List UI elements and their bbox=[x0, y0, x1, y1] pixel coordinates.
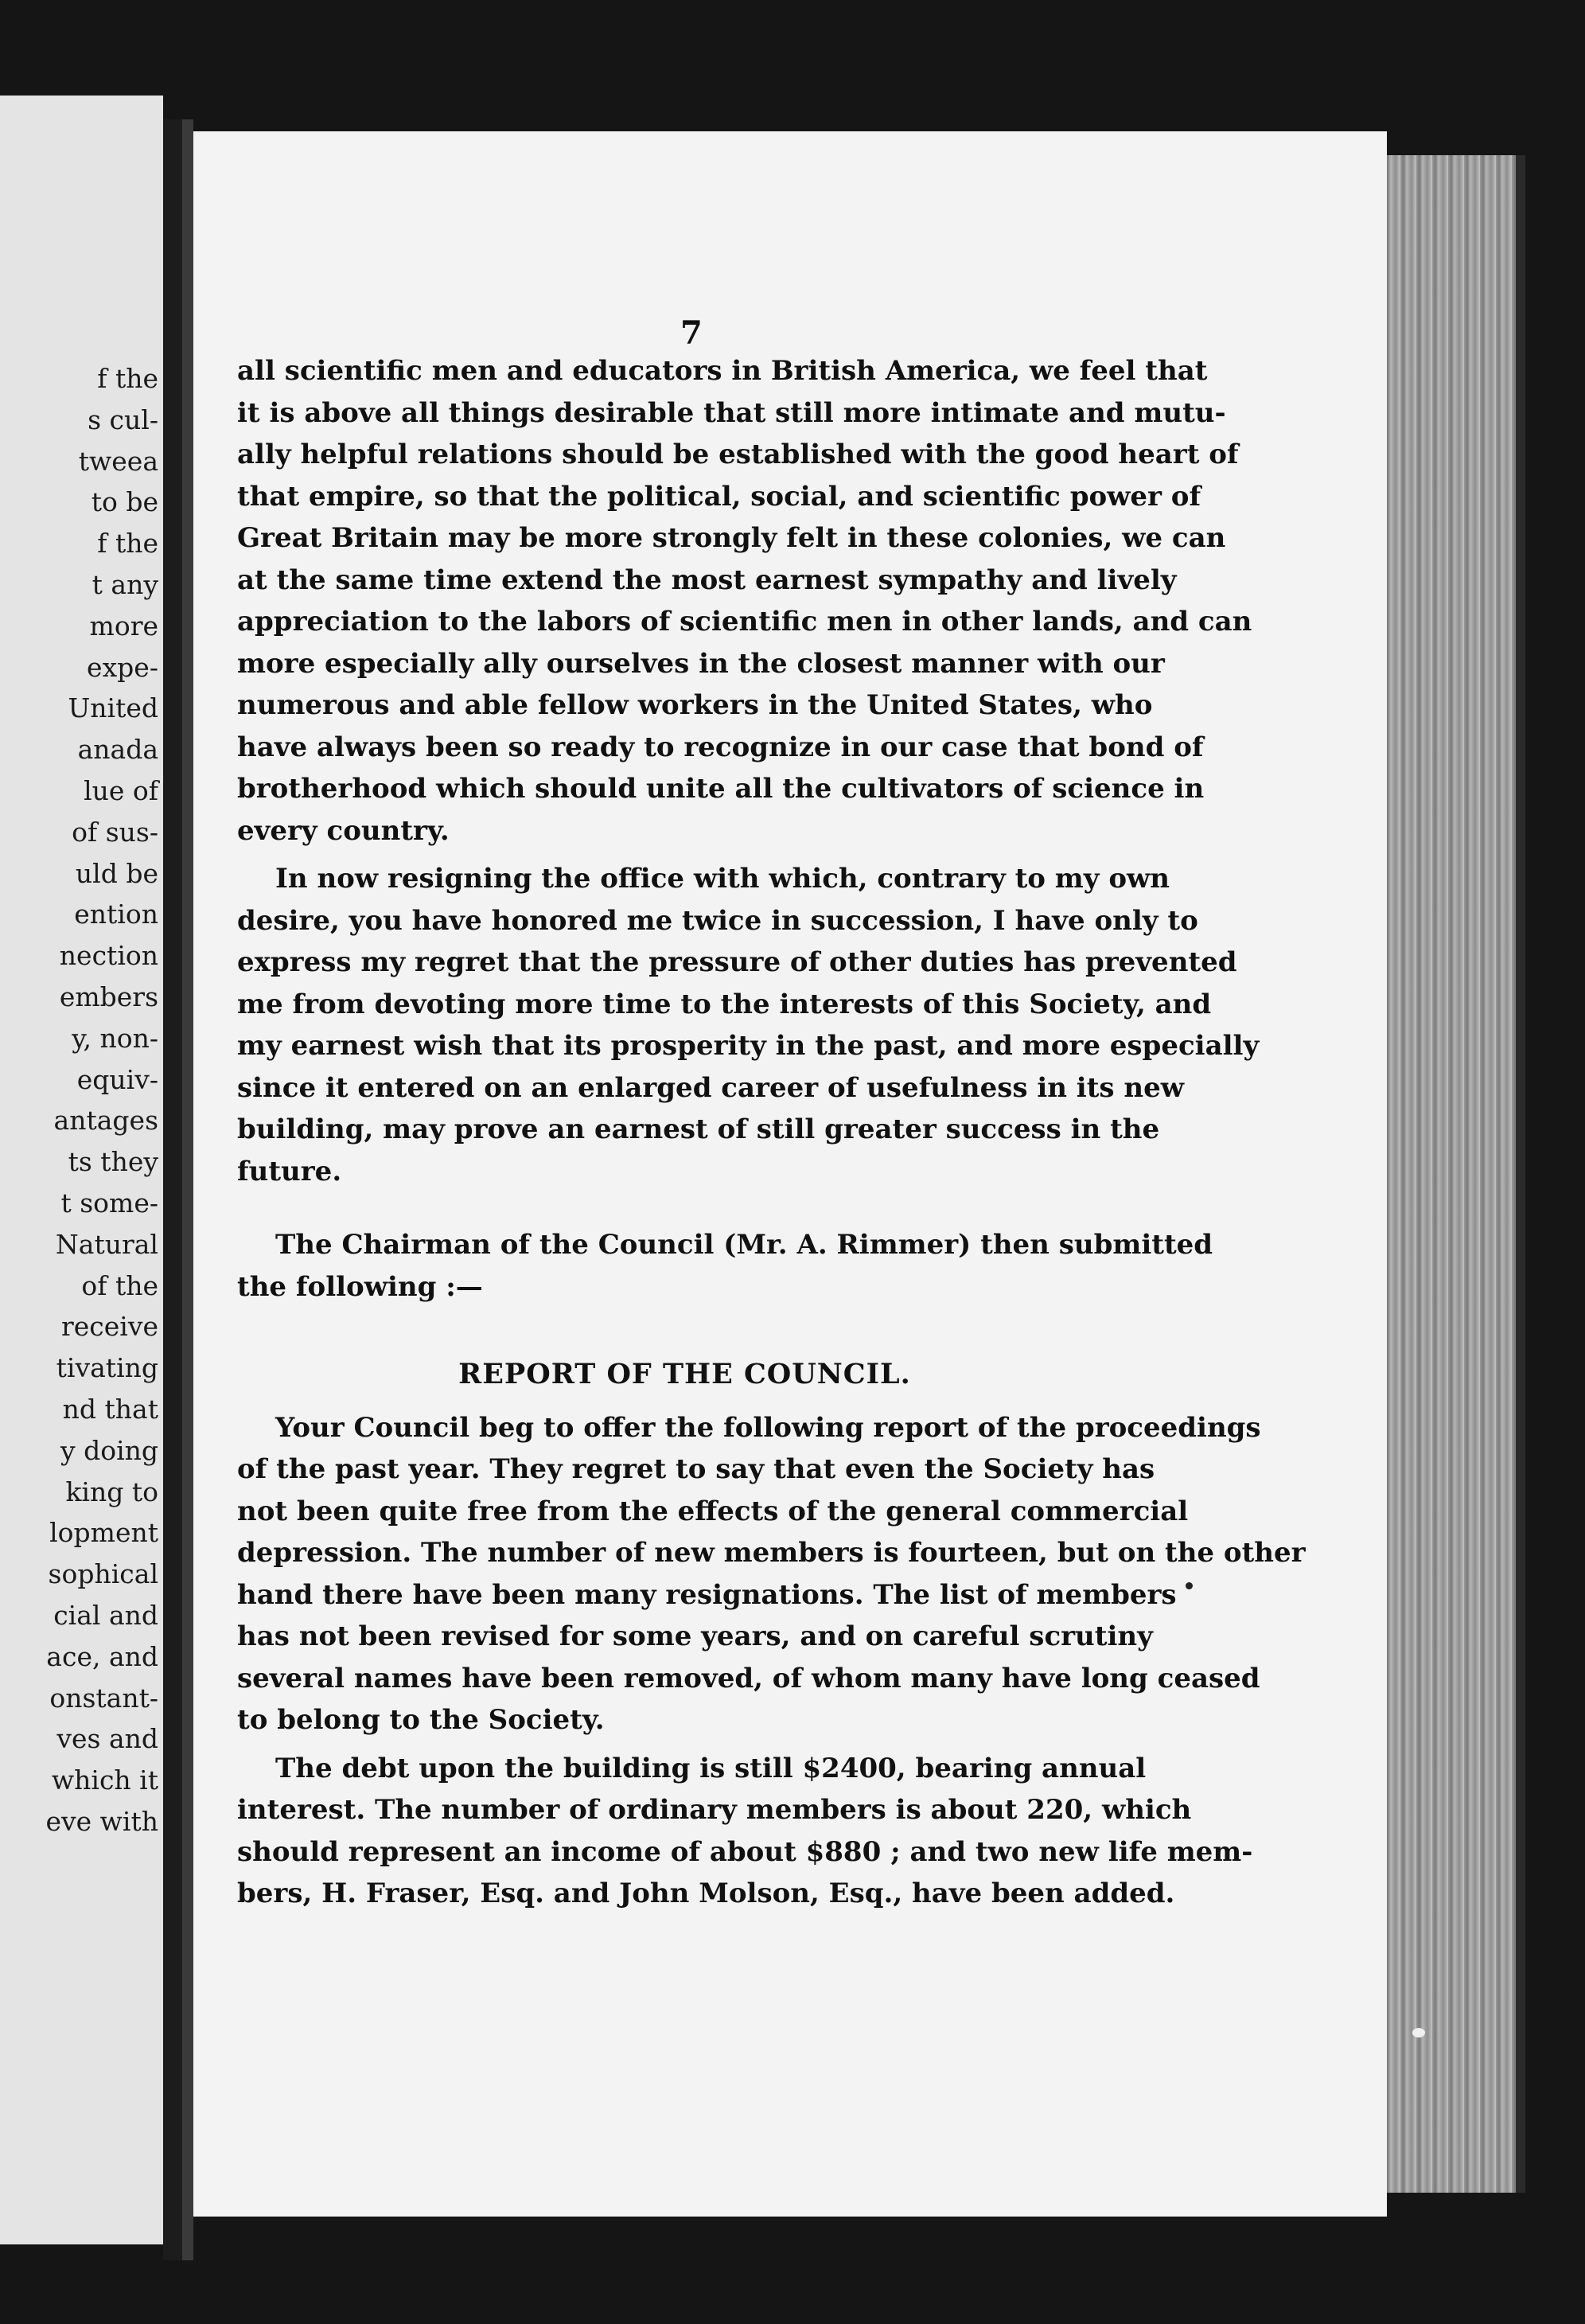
text-line: desire, you have honored me twice in succession, I have only to bbox=[237, 904, 1198, 937]
facing-page-line: uld be bbox=[75, 857, 158, 889]
book-gutter bbox=[163, 119, 182, 2260]
facing-page-line: nection bbox=[59, 940, 158, 972]
facing-page-line: tivating bbox=[56, 1352, 158, 1384]
facing-page-line: sophical bbox=[48, 1558, 158, 1590]
text-line: have always been so ready to recognize in our case that bond of bbox=[237, 731, 1204, 763]
page-edges-shadow bbox=[1516, 155, 1525, 2193]
facing-page-line: y, non- bbox=[72, 1022, 158, 1054]
facing-page bbox=[0, 96, 163, 2244]
text-line: since it entered on an enlarged career of usefulness in its new bbox=[237, 1071, 1185, 1104]
facing-page-line: equiv- bbox=[76, 1063, 158, 1095]
text-line: it is above all things desirable that still more intimate and mutu- bbox=[237, 396, 1226, 429]
address-text bbox=[237, 350, 1260, 1308]
facing-page-line: anada bbox=[77, 734, 158, 766]
facing-page-line: to be bbox=[91, 486, 158, 518]
facing-page-line: which it bbox=[51, 1764, 158, 1796]
speck-mark bbox=[1412, 2028, 1425, 2037]
facing-page-line: Natural bbox=[55, 1228, 158, 1260]
facing-page-line: United bbox=[68, 692, 158, 724]
text-line: ally helpful relations should be established with the good heart of bbox=[237, 439, 1239, 470]
text-line: The debt upon the building is still $2400, bearing annual bbox=[275, 1752, 1147, 1784]
text-line: brotherhood which should unite all the cultivators of science in bbox=[237, 773, 1205, 805]
text-line: The Chairman of the Council (Mr. A. Rimmer) then submitted bbox=[275, 1229, 1213, 1261]
text-line: Your Council beg to offer the following report of the proceedings bbox=[275, 1411, 1261, 1444]
text-line: more especially ally ourselves in the closest manner with our bbox=[237, 647, 1165, 680]
text-line: the following :— bbox=[237, 1270, 483, 1303]
text-line: hand there have been many resignations. The list of members bbox=[237, 1578, 1177, 1611]
paragraph bbox=[237, 1224, 1213, 1308]
page-number: 7 bbox=[680, 314, 703, 352]
report-text bbox=[237, 1407, 1306, 1915]
text-line: has not been revised for some years, and on careful scrutiny bbox=[237, 1620, 1153, 1652]
text-line: numerous and able fellow workers in the United States, who bbox=[237, 689, 1153, 721]
paragraph bbox=[237, 1748, 1253, 1915]
facing-page-line: lue of bbox=[84, 774, 158, 806]
facing-page-line: embers bbox=[59, 981, 158, 1012]
facing-page-line: ts they bbox=[68, 1146, 158, 1178]
text-line: future. bbox=[237, 1155, 342, 1187]
facing-page-line: y doing bbox=[60, 1434, 158, 1466]
facing-page-line: of the bbox=[81, 1269, 158, 1301]
book-gutter-inner bbox=[182, 119, 193, 2260]
text-line: several names have been removed, of whom many have long ceased bbox=[237, 1662, 1260, 1694]
speck-mark bbox=[1186, 1582, 1193, 1589]
facing-page-line: f the bbox=[97, 528, 158, 560]
facing-page-line: receive bbox=[60, 1311, 158, 1343]
text-line: all scientific men and educators in British America, we feel that bbox=[237, 355, 1208, 387]
page-text bbox=[237, 350, 1306, 1915]
text-line: should represent an income of about $880 ; and two new life mem- bbox=[237, 1835, 1253, 1868]
facing-page-line: lopment bbox=[49, 1517, 158, 1549]
text-line: In now resigning the office with which, contrary to my own bbox=[275, 863, 1170, 895]
text-line: not been quite free from the effects of the general commercial bbox=[237, 1495, 1189, 1527]
paragraph bbox=[237, 1407, 1306, 1741]
facing-page-line: f the bbox=[97, 363, 158, 394]
text-line: express my regret that the pressure of other duties has prevented bbox=[237, 946, 1237, 978]
text-line: me from devoting more time to the interests of this Society, and bbox=[237, 988, 1212, 1020]
facing-page-line: s cul- bbox=[88, 404, 158, 435]
facing-page-line: antages bbox=[53, 1105, 158, 1137]
text-line: my earnest wish that its prosperity in the past, and more especially bbox=[237, 1030, 1260, 1062]
text-line: that empire, so that the political, social, and scientific power of bbox=[237, 480, 1201, 513]
facing-page-line: expe- bbox=[87, 651, 158, 683]
text-line: to belong to the Society. bbox=[237, 1704, 605, 1736]
facing-page-line: more bbox=[89, 610, 158, 641]
text-line: building, may prove an earnest of still greater success in the bbox=[237, 1113, 1160, 1145]
facing-page-line: onstant- bbox=[49, 1682, 158, 1714]
facing-page-line: eve with bbox=[45, 1805, 158, 1837]
text-line: of the past year. They regret to say that even the Society has bbox=[237, 1453, 1155, 1485]
facing-page-line: nd that bbox=[62, 1393, 158, 1425]
facing-page-line: tweea bbox=[78, 445, 158, 477]
text-line: every country. bbox=[237, 814, 450, 847]
facing-page-line: t any bbox=[92, 568, 158, 600]
text-line: depression. The number of new members is fourteen, but on the other bbox=[237, 1537, 1306, 1569]
facing-page-line: of sus- bbox=[72, 816, 158, 848]
text-line: bers, H. Fraser, Esq. and John Molson, Esq., have been added. bbox=[237, 1878, 1175, 1909]
facing-page-text bbox=[0, 358, 163, 1842]
text-line: Great Britain may be more strongly felt in these colonies, we can bbox=[237, 522, 1226, 554]
facing-page-line: cial and bbox=[53, 1599, 158, 1631]
facing-page-line: king to bbox=[65, 1476, 158, 1507]
section-heading: REPORT OF THE COUNCIL. bbox=[458, 1358, 911, 1390]
text-line: appreciation to the labors of scientific men in other lands, and can bbox=[237, 606, 1252, 638]
facing-page-line: ention bbox=[74, 899, 158, 930]
text-line: interest. The number of ordinary members is about 220, which bbox=[237, 1794, 1192, 1826]
paragraph bbox=[237, 350, 1252, 852]
facing-page-line: ves and bbox=[56, 1723, 158, 1755]
text-line: at the same time extend the most earnest sympathy and lively bbox=[237, 563, 1177, 596]
paragraph bbox=[237, 858, 1260, 1192]
facing-page-line: t some- bbox=[60, 1187, 158, 1219]
facing-page-line: ace, and bbox=[46, 1640, 158, 1672]
